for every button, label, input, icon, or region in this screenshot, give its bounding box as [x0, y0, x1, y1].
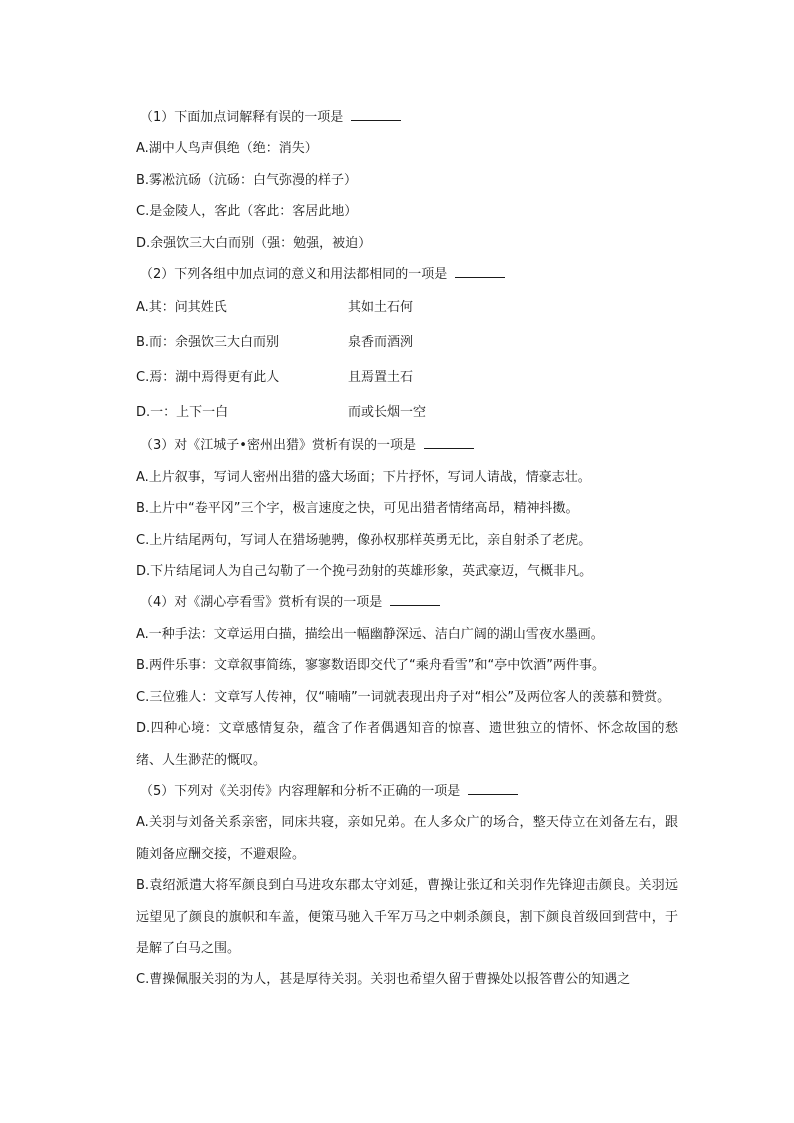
q4-option-d: D.四种心境：文章感情复杂，蕴含了作者偶遇知音的惊喜、遗世独立的情怀、怀念故国的愁绪、人生渺茫的慨叹。	[136, 721, 678, 768]
question-2-stem	[136, 259, 678, 290]
question-4-text: （4）对《湖心亭看雪》赏析有误的一项是	[140, 595, 383, 611]
q3-option-b: B.上片中“卷平冈”三个字，极言速度之快，可见出猎者情绪高昂，精神抖擞。	[136, 501, 579, 517]
q4-option-c: C.三位雅人：文章写人传神，仅“喃喃”一词就表现出舟子对“相公”及两位客人的羡慕和赞赏。	[136, 689, 671, 705]
q3-option-d: D.下片结尾词人为自己勾勒了一个挽弓劲射的英雄形象，英武豪迈，气概非凡。	[136, 564, 593, 580]
q2-option-a-left: A.其：问其姓氏	[136, 300, 227, 316]
q1-option-d: D.余强饮三大白而别（强：勉强，被迫）	[136, 235, 372, 251]
q1-option-c: C.是金陵人，客此（客此：客居此地）	[136, 204, 358, 220]
q5-option-c: C.曹操佩服关羽的为人，甚是厚待关羽。关羽也希望久留于曹操处以报答曹公的知遇之	[136, 972, 631, 988]
question-4-stem	[136, 587, 678, 618]
answer-blank-4	[390, 592, 440, 606]
q4-option-b: B.两件乐事：文章叙事简练，寥寥数语即交代了“乘舟看雪”和“亭中饮酒”两件事。	[136, 658, 605, 674]
question-5-stem	[136, 776, 678, 807]
q2-option-c-left: C.焉：湖中焉得更有此人	[136, 370, 280, 386]
question-5-text: （5）下列对《关羽传》内容理解和分析不正确的一项是	[140, 783, 461, 799]
q4-option-a: A.一种手法：文章运用白描，描绘出一幅幽静深远、洁白广阔的湖山雪夜水墨画。	[136, 626, 604, 642]
question-content	[136, 102, 678, 996]
q2-option-d-right: 而或长烟一空	[348, 405, 427, 421]
q3-option-a: A.上片叙事，写词人密州出猎的盛大场面；下片抒怀，写词人请战，情豪志壮。	[136, 469, 591, 485]
question-3-stem	[136, 430, 678, 461]
q2-option-a-right: 其如土石何	[348, 300, 414, 316]
answer-blank-1	[351, 107, 401, 121]
question-3-text: （3）对《江城子•密州出猎》赏析有误的一项是	[140, 438, 416, 454]
answer-blank-3	[424, 435, 474, 449]
answer-blank-2	[455, 264, 505, 278]
q2-option-b-left: B.而：余强饮三大白而别	[136, 335, 280, 351]
q5-option-b: B.袁绍派遣大将军颜良到白马进攻东郡太守刘延，曹操让张辽和关羽作先锋迎击颜良。关羽远远望见了颜良的旗帜和车盖，便策马驰入千军万马之中刺杀颜良，割下颜良首级回到营中，于是解了白马之围。	[136, 878, 678, 956]
q2-option-d-left: D.一：上下一白	[136, 405, 229, 421]
q1-option-a: A.湖中人鸟声俱绝（绝：消失）	[136, 141, 318, 157]
answer-blank-5	[468, 781, 518, 795]
question-1-text: （1）下面加点词解释有误的一项是	[140, 110, 344, 125]
q2-option-a	[136, 290, 678, 325]
question-2-text: （2）下列各组中加点词的意义和用法都相同的一项是	[140, 267, 448, 283]
question-1-stem	[136, 102, 678, 133]
q2-option-c	[136, 360, 678, 395]
q2-option-d	[136, 395, 678, 430]
q1-option-b: B.雾凇沆砀（沆砀：白气弥漫的样子）	[136, 172, 358, 188]
q3-option-c: C.上片结尾两句，写词人在猎场驰骋，像孙权那样英勇无比，亲自射杀了老虎。	[136, 532, 592, 548]
q2-option-c-right: 且焉置土石	[348, 370, 414, 386]
q2-option-b	[136, 325, 678, 360]
q2-option-b-right: 泉香而酒洌	[348, 335, 414, 351]
q5-option-a: A.关羽与刘备关系亲密，同床共寝，亲如兄弟。在人多众广的场合，整天侍立在刘备左右，跟随刘备应酬交接，不避艰险。	[136, 815, 678, 862]
